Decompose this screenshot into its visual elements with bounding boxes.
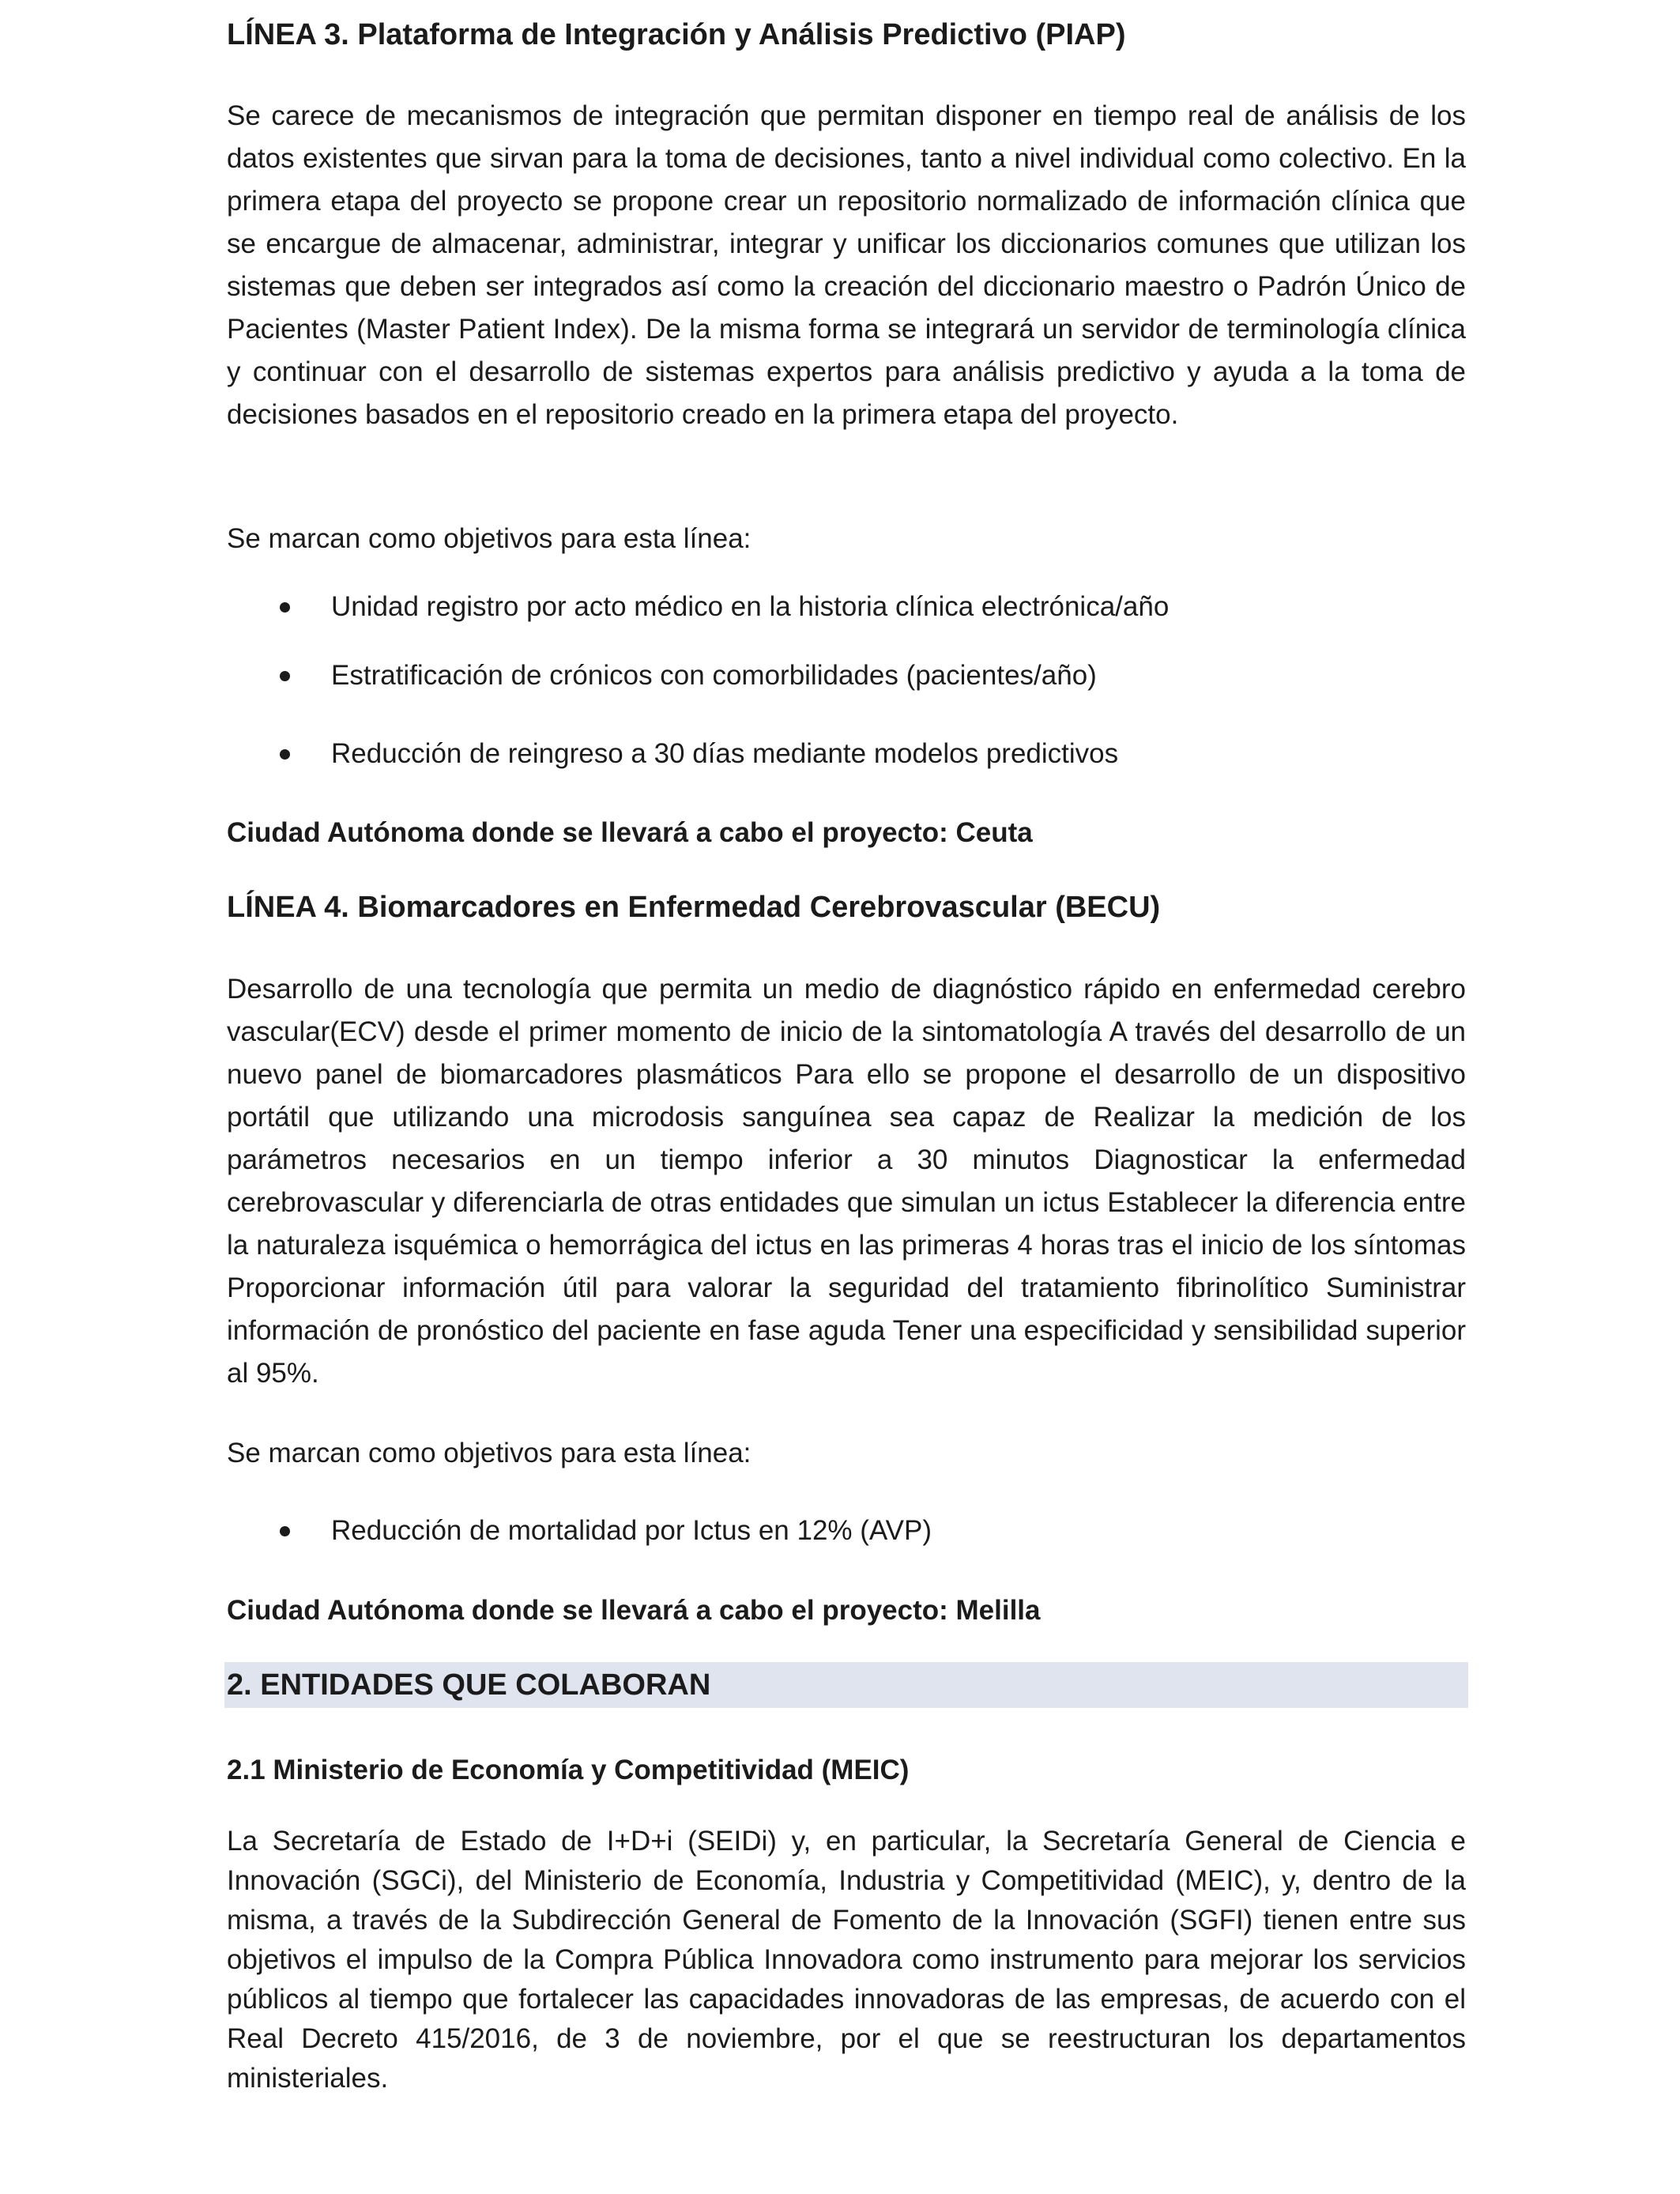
bullet-icon: [280, 749, 290, 760]
list-item-text: Reducción de reingreso a 30 días mediante modelos predictivos: [331, 738, 1119, 769]
list-item: [227, 735, 1466, 773]
line3-objectives-list: [227, 588, 1466, 773]
list-item-text: Unidad registro por acto médico en la historia clínica electrónica/año: [331, 591, 1170, 622]
line3-objectives-intro: Se marcan como objetivos para esta línea:: [227, 523, 751, 554]
section2-paragraph: La Secretaría de Estado de I+D+i (SEIDi) y, en particular, la Secretaría General de Ciencia e Innovación (SGCi), del Ministerio de Economía, Industria y Competitividad (MEIC), y, dentro de la misma, a través de la Subdirección General de Fomento de la Innovación (SGFI) tienen entre sus objetivos el impulso de la Compra Pública Innovadora como instrumento para mejorar los servicios públicos al tiempo que fortalecer las capacidades innovadoras de las empresas, de acuerdo con el Real Decreto 415/2016, de 3 de noviembre, por el que se reestructuran los departamentos ministeriales.: [227, 1826, 1466, 2094]
subsection-heading: 2.1 Ministerio de Economía y Competitividad (MEIC): [227, 1755, 910, 1785]
list-item: [227, 1512, 1466, 1550]
line3-paragraph: Se carece de mecanismos de integración que permitan disponer en tiempo real de análisis de los datos existentes que sirvan para la toma de decisiones, tanto a nivel individual como colectivo. En la primera etapa del proyecto se propone crear un repositorio normalizado de información clínica que se encargue de almacenar, administrar, integrar y unificar los diccionarios comunes que utilizan los sistemas que deben ser integrados así como la creación del diccionario maestro o Padrón Único de Pacientes (Master Patient Index). De la misma forma se integrará un servidor de terminología clínica y continuar con el desarrollo de sistemas expertos para análisis predictivo y ayuda a la toma de decisiones basados en el repositorio creado en la primera etapa del proyecto.: [227, 100, 1466, 430]
list-item: [227, 657, 1466, 695]
line3-heading: LÍNEA 3. Plataforma de Integración y Análisis Predictivo (PIAP): [227, 18, 1126, 51]
list-item-text: Reducción de mortalidad por Ictus en 12% (AVP): [331, 1515, 932, 1546]
bullet-icon: [280, 671, 290, 681]
line3-city: Ciudad Autónoma donde se llevará a cabo el proyecto: Ceuta: [227, 817, 1033, 848]
line4-objectives-list: [227, 1512, 1466, 1550]
bullet-icon: [280, 602, 290, 613]
list-item-text: Estratificación de crónicos con comorbilidades (pacientes/año): [331, 660, 1097, 691]
line4-objectives-intro: Se marcan como objetivos para esta línea:: [227, 1438, 751, 1468]
section-title-bar: [224, 1662, 1468, 1708]
bullet-icon: [280, 1526, 290, 1536]
line4-city: Ciudad Autónoma donde se llevará a cabo el proyecto: Melilla: [227, 1595, 1041, 1626]
line4-heading: LÍNEA 4. Biomarcadores en Enfermedad Cerebrovascular (BECU): [227, 891, 1161, 924]
list-item: [227, 588, 1466, 626]
section-title: 2. ENTIDADES QUE COLABORAN: [227, 1668, 711, 1702]
line4-paragraph: Desarrollo de una tecnología que permita un medio de diagnóstico rápido en enfermedad cerebro vascular(ECV) desde el primer momento de inicio de la sintomatología A través del desarrollo de un nuevo panel de biomarcadores plasmáticos Para ello se propone el desarrollo de un dispositivo portátil que utilizando una microdosis sanguínea sea capaz de Realizar la medición de los parámetros necesarios en un tiempo inferior a 30 minutos Diagnosticar la enfermedad cerebrovascular y diferenciarla de otras entidades que simulan un ictus Establecer la diferencia entre la naturaleza isquémica o hemorrágica del ictus en las primeras 4 horas tras el inicio de los síntomas Proporcionar información útil para valorar la seguridad del tratamiento fibrinolítico Suministrar información de pronóstico del paciente en fase aguda Tener una especificidad y sensibilidad superior al 95%.: [227, 974, 1466, 1389]
